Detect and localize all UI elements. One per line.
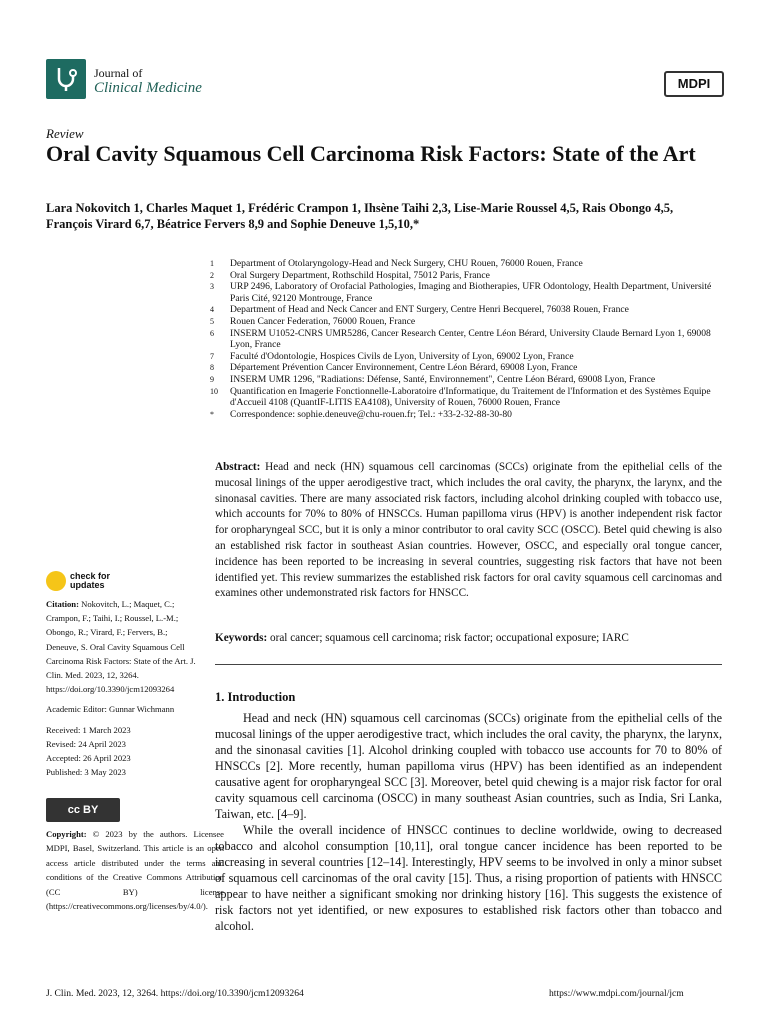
sidebar (46, 597, 196, 779)
citation (46, 597, 196, 696)
affiliation-text: Department of Otolaryngology-Head and Neck Surgery, CHU Rouen, 76000 Rouen, France (230, 258, 583, 269)
affiliation-number: 5 (210, 316, 214, 326)
affiliation-number: 8 (210, 363, 214, 373)
abstract (215, 460, 722, 602)
check-label-1: check for (70, 571, 111, 581)
keywords (215, 631, 722, 646)
copyright (46, 827, 224, 913)
date-received: Received: 1 March 2023 (46, 724, 131, 735)
affiliation-text: Oral Surgery Department, Rothschild Hospital, 75012 Paris, France (230, 269, 490, 281)
affiliation-item (210, 374, 730, 386)
affiliation-item (210, 386, 730, 409)
affiliation-text: Rouen Cancer Federation, 76000 Rouen, France (230, 315, 416, 327)
affiliation-number: 2 (210, 270, 214, 280)
date-published: Published: 3 May 2023 (46, 767, 126, 778)
academic-editor: Academic Editor: Gunnar Wichmann (46, 704, 175, 715)
keywords-text: oral cancer; squamous cell carcinoma; risk factor; occupational exposure; IARC (270, 632, 629, 644)
check-icon (46, 571, 66, 591)
abstract-label: Abstract: (215, 461, 261, 473)
affiliations (210, 258, 730, 420)
affiliation-item (210, 328, 730, 351)
keywords-label: Keywords: (215, 632, 268, 644)
affiliation-number: 1 (210, 259, 214, 268)
affiliation-number: 9 (210, 374, 214, 384)
journal-of-label: Journal of (94, 66, 143, 80)
divider (215, 664, 722, 665)
affiliation-text: URP 2496, Laboratory of Orofacial Pathologies, Imaging and Biotherapies, UFR Odontology, Health Department, Université Paris Cité, 92120 Montrouge, France (230, 281, 712, 304)
date-revised: Revised: 24 April 2023 (46, 738, 126, 749)
footer-citation[interactable]: J. Clin. Med. 2023, 12, 3264. https://doi.org/10.3390/jcm12093264 (46, 988, 304, 999)
affiliation-item (210, 270, 730, 282)
affiliation-number: 6 (210, 328, 214, 338)
affiliation-text: Quantification en Imagerie Fonctionnelle-Laboratoire d'Informatique, du Traitement de l'Information et des Systèmes Equipe d'Accueil 4108 (QuantIF-LITIS EA4108), University of Rouen, 76000 Rouen, France (230, 385, 711, 409)
affiliation-item (210, 316, 730, 328)
affiliation-text: Faculté d'Odontologie, Hospices Civils de Lyon, University of Lyon, 69002 Lyon, France (230, 350, 574, 362)
authors-line-2: François Virard 6,7, Béatrice Fervers 8,9 and Sophie Deneuve 1,5,10,* (46, 217, 420, 231)
affiliation-number: 4 (210, 305, 214, 315)
footer-journal-link[interactable]: https://www.mdpi.com/journal/jcm (549, 988, 684, 999)
affiliation-item (210, 362, 730, 374)
affiliation-text: INSERM UMR 1296, "Radiations: Défense, Santé, Environnement", Centre Léon Bérard, 69008 Lyon, France (230, 373, 656, 385)
citation-text[interactable]: Nokovitch, L.; Maquet, C.; Crampon, F.; Taihi, I.; Roussel, L.-M.; Obongo, R.; Virard, F.; Fervers, B.; Deneuve, S. Oral Cavity Squamous Cell Carcinoma Risk Factors: State of the Art. J. Clin. Med. 2023, 12, 3264. https://doi.org/10.3390/jcm12093264 (46, 599, 196, 695)
introduction (215, 710, 722, 934)
affiliation-number: 7 (210, 351, 214, 361)
section-heading: 1. Introduction (215, 690, 296, 704)
journal-logo-icon (46, 59, 86, 99)
authors-line-1: Lara Nokovitch 1, Charles Maquet 1, Frédéric Crampon 1, Ihsène Taihi 2,3, Lise-Marie Roussel 4,5, Rais Obongo 4,5, (46, 201, 674, 215)
affiliation-text: Correspondence: sophie.deneuve@chu-rouen.fr; Tel.: +33-2-32-88-30-80 (230, 408, 512, 420)
affiliation-text: INSERM U1052-CNRS UMR5286, Cancer Research Center, Centre Léon Bérard, University Claude Bernard Lyon 1, 69008 Lyon, France (230, 327, 711, 351)
check-for-updates-button[interactable] (46, 571, 166, 591)
publisher-logo[interactable]: MDPI (664, 71, 724, 97)
affiliation-text: Département Prévention Cancer Environnement, Centre Léon Bérard, 69008 Lyon, France (230, 362, 578, 374)
affiliation-text: Department of Head and Neck Cancer and ENT Surgery, Centre Henri Becquerel, 76038 Rouen, France (230, 304, 629, 316)
affiliation-number: 10 (210, 386, 218, 396)
article-title: Oral Cavity Squamous Cell Carcinoma Risk Factors: State of the Art (46, 141, 696, 166)
affiliation-item (210, 409, 730, 421)
affiliation-item (210, 351, 730, 363)
author-list (46, 200, 736, 232)
affiliation-number: * (210, 409, 214, 419)
citation-label: Citation: (46, 599, 79, 609)
article-type: Review (46, 126, 84, 141)
affiliation-number: 3 (210, 282, 214, 292)
affiliation-item (210, 304, 730, 316)
copyright-text: © 2023 by the authors. Licensee MDPI, Basel, Switzerland. This article is an open access article distributed under the terms and conditions of the Creative Commons Attribution (CC BY) license (https://creativecommons.org/licenses/by/4.0/). (46, 829, 224, 912)
intro-paragraph-1: Head and neck (HN) squamous cell carcinomas (SCCs) originate from the epithelial cells of the mucosal linings of the upper aerodigestive tract, which includes the oral cavity, the pharynx, the larynx, and the sinonasal cavities [1]. Alcohol drinking coupled with tobacco use accounts for 70 to 80% of HNSCCs [2]. More recently, human papilloma virus (HPV) has been identified as an independent causative agent for oropharyngeal SCC [3]. Moreover, betel quid chewing is a major risk factor for oral cavity squamous cell carcinoma (OSCC) in many southeast Asian countries, such as India, Sri Lanka, Taiwan, etc. [4–9]. (215, 711, 722, 821)
abstract-text: Head and neck (HN) squamous cell carcinomas (SCCs) originate from the epithelial cells of the mucosal linings of the upper aerodigestive tract, which includes the oral cavity, the pharynx, the larynx, and the sinonasal cavities. There are many associated risk factors, including alcohol drinking coupled with tobacco use, which accounts for 70% to 80% of HNSCCs. Human papilloma virus (HPV) is another independent risk factor for oropharyngeal SCC, but it is only a minor contributor to oral cavity SCC (OSCC). Betel quid chewing is also an established risk factor in southeast Asian countries. However, OSCC, and especially oral tongue cancer, incidence has been reported to be increasing in several countries, suggesting risk factors that have not been identified yet. This review summarizes the established risk factors for oral cavity squamous cell carcinomas and examines other undemonstrated risk factors for HNSCC. (215, 461, 722, 600)
affiliation-item (210, 281, 730, 304)
date-accepted: Accepted: 26 April 2023 (46, 753, 131, 764)
check-label-2: updates (70, 580, 105, 590)
copyright-label: Copyright: (46, 829, 87, 839)
intro-paragraph-2: While the overall incidence of HNSCC continues to decline worldwide, owing to decreased tobacco and alcohol consumption [10,11], oral tongue cancer incidence has been reported to be increasing in several countries [12–14]. Interestingly, HPV seems to be involved in only a minor subset of squamous cell carcinomas of the oral cavity [15]. Thus, a rising proportion of patients with HNSCC appear to have neither a significant smoking nor drinking history [16]. This suggests the existence of risk factors not yet identified, or new exposures to established risk factors other than tobacco and alcohol. (215, 823, 722, 933)
journal-name: Clinical Medicine (94, 80, 202, 96)
affiliation-item (210, 258, 730, 270)
cc-license-icon[interactable]: cc BY (46, 798, 120, 822)
